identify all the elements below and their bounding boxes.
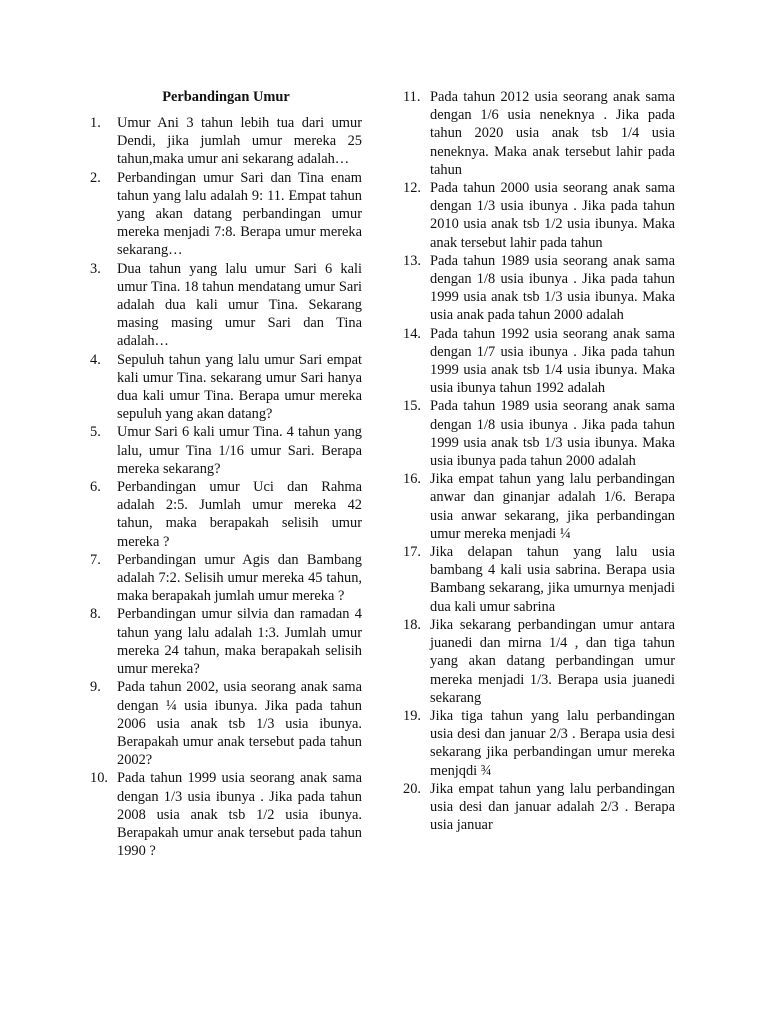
- question-number: 13.: [403, 252, 421, 269]
- document-title: Perbandingan Umur: [162, 89, 290, 105]
- question-number: 8.: [90, 606, 101, 623]
- question-number: 4.: [90, 351, 101, 368]
- question-item: [403, 543, 675, 616]
- question-text: Jika empat tahun yang lalu perbandingan anwar dan ginanjar adalah 1/6. Berapa usia anwar sekarang, jika perbandingan umur mereka menjadi ¼: [430, 471, 675, 542]
- question-text: Umur Sari 6 kali umur Tina. 4 tahun yang lalu, umur Tina 1/16 umur Sari. Berapa mereka sekarang?: [117, 424, 362, 477]
- question-number: 16.: [403, 471, 421, 488]
- question-text: Jika delapan tahun yang lalu usia bambang 4 kali usia sabrina. Berapa usia Bambang sekarang, jika umurnya menjadi dua kali umur sabrina: [430, 544, 675, 615]
- question-item: [403, 88, 675, 179]
- question-number: 11.: [403, 89, 421, 105]
- question-number: 17.: [403, 544, 421, 561]
- question-item: [90, 351, 362, 424]
- question-text: Perbandingan umur silvia dan ramadan 4 tahun yang lalu adalah 1:3. Jumlah umur mereka 24 tahun, maka berapakah selisih umur mereka?: [117, 606, 362, 678]
- question-number: 15.: [403, 398, 421, 415]
- question-item: [403, 707, 675, 780]
- question-item: [90, 678, 362, 769]
- question-number: 3.: [90, 260, 101, 277]
- question-number: 14.: [403, 325, 421, 342]
- question-item: [403, 325, 675, 398]
- question-item: [90, 551, 362, 606]
- question-text: Jika sekarang perbandingan umur antara juanedi dan mirna 1/4 , dan tiga tahun yang akan datang perbandingan umur mereka menjadi 1/3. Berapa usia juanedi sekarang: [430, 616, 675, 706]
- question-item: [403, 397, 675, 470]
- question-text: Dua tahun yang lalu umur Sari 6 kali umur Tina. 18 tahun mendatang umur Sari adalah dua kali umur Tina. Sekarang masing masing umur Sari dan Tina adalah…: [117, 260, 362, 350]
- question-text: Pada tahun 1999 usia seorang anak sama dengan 1/3 usia ibunya . Jika pada tahun 2008 usia anak tsb 1/2 usia ibunya. Berapakah umur anak tersebut pada tahun 1990 ?: [117, 770, 362, 860]
- question-text: Umur Ani 3 tahun lebih tua dari umur Dendi, jika jumlah umur mereka 25 tahun,maka umur ani sekarang adalah…: [117, 115, 362, 168]
- question-number: 9.: [90, 679, 101, 696]
- question-number: 20.: [403, 780, 421, 797]
- question-text: Jika tiga tahun yang lalu perbandingan usia desi dan januar 2/3 . Berapa usia desi sekarang jika perbandingan umur mereka menjqdi ¾: [430, 707, 675, 779]
- question-text: Pada tahun 2002, usia seorang anak sama dengan ¼ usia ibunya. Jika pada tahun 2006 usia anak tsb 1/3 usia ibunya. Berapakah umur anak tersebut pada tahun 2002?: [117, 679, 362, 769]
- left-column: [90, 88, 362, 860]
- question-number: 2.: [90, 169, 101, 186]
- question-item: [90, 114, 362, 169]
- question-item: [90, 605, 362, 678]
- question-item: [90, 423, 362, 478]
- question-item: [403, 616, 675, 707]
- question-list-right: [403, 88, 675, 834]
- question-text: Perbandingan umur Agis dan Bambang adalah 7:2. Selisih umur mereka 45 tahun, maka berapakah jumlah umur mereka ?: [117, 551, 362, 605]
- right-column: [403, 88, 675, 834]
- question-text: Perbandingan umur Sari dan Tina enam tahun yang lalu adalah 9: 11. Empat tahun yang akan datang perbandingan umur mereka menjadi 7:8. Berapa umur mereka sekarang…: [117, 169, 362, 259]
- question-number: 12.: [403, 180, 421, 197]
- question-number: 7.: [90, 551, 101, 568]
- question-text: Pada tahun 2012 usia seorang anak sama dengan 1/6 usia neneknya . Jika pada tahun 2020 usia anak tsb 1/4 usia neneknya. Maka anak tersebut lahir pada tahun: [430, 89, 675, 178]
- question-text: Pada tahun 1992 usia seorang anak sama dengan 1/7 usia ibunya . Jika pada tahun 1999 usia anak tsb 1/4 usia ibunya. Maka usia ibunya tahun 1992 adalah: [430, 325, 675, 397]
- question-number: 5.: [90, 424, 101, 441]
- question-item: [403, 780, 675, 835]
- question-number: 10.: [90, 770, 108, 787]
- question-text: Sepuluh tahun yang lalu umur Sari empat kali umur Tina. sekarang umur Sari hanya dua kali umur Tina. Berapa umur mereka sepuluh yang akan datang?: [117, 351, 362, 423]
- question-number: 19.: [403, 707, 421, 724]
- question-text: Pada tahun 1989 usia seorang anak sama dengan 1/8 usia ibunya . Jika pada tahun 1999 usia anak tsb 1/3 usia ibunya. Maka usia anak pada tahun 2000 adalah: [430, 252, 675, 324]
- question-item: [90, 169, 362, 260]
- question-number: 18.: [403, 616, 421, 633]
- question-number: 1.: [90, 115, 101, 131]
- question-number: 6.: [90, 479, 101, 496]
- question-list-left: [90, 114, 362, 860]
- question-item: [403, 470, 675, 543]
- question-item: [90, 260, 362, 351]
- question-item: [90, 769, 362, 860]
- question-text: Perbandingan umur Uci dan Rahma adalah 2:5. Jumlah umur mereka 42 tahun, maka berapakah selisih umur mereka ?: [117, 479, 362, 550]
- question-item: [90, 478, 362, 551]
- question-item: [403, 179, 675, 252]
- question-text: Pada tahun 2000 usia seorang anak sama dengan 1/3 usia ibunya . Jika pada tahun 2010 usia anak tsb 1/2 usia ibunya. Maka anak tersebut lahir pada tahun: [430, 180, 675, 251]
- question-text: Pada tahun 1989 usia seorang anak sama dengan 1/8 usia ibunya . Jika pada tahun 1999 usia anak tsb 1/3 usia ibunya. Maka usia ibunya pada tahun 2000 adalah: [430, 398, 675, 470]
- question-item: [403, 252, 675, 325]
- question-text: Jika empat tahun yang lalu perbandingan usia desi dan januar adalah 2/3 . Berapa usia januar: [430, 780, 675, 834]
